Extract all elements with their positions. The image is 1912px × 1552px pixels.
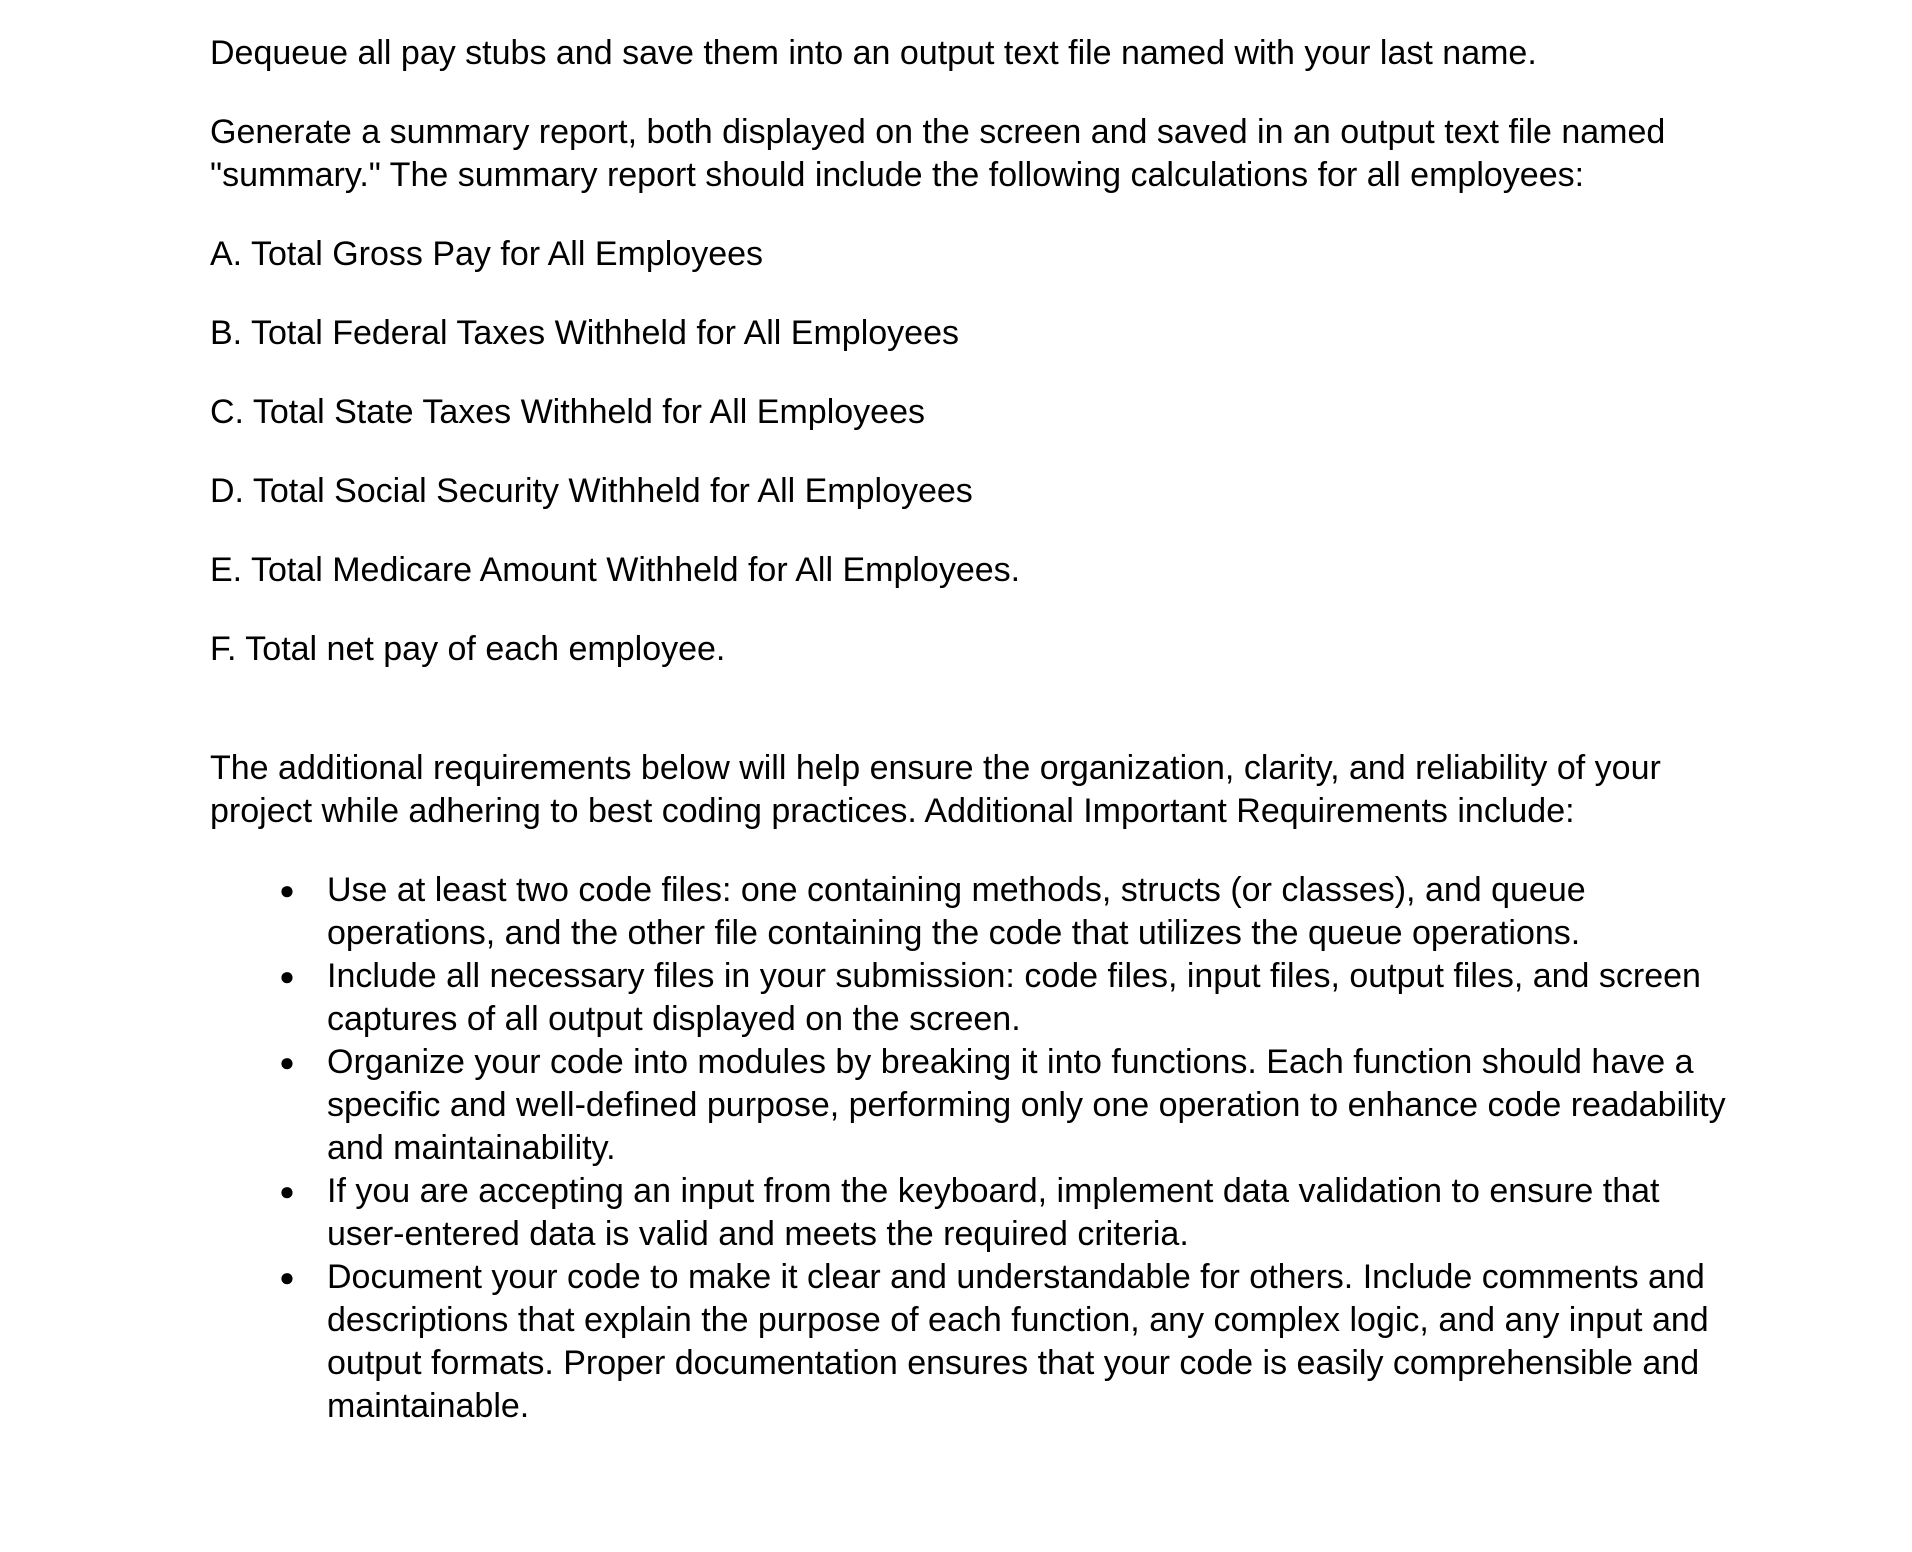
bullet-icon: ● <box>279 1176 295 1206</box>
calculation-item-d: D. Total Social Security Withheld for All Employees <box>210 472 973 510</box>
requirement-item-validation <box>210 1170 1730 1256</box>
calculation-item-b: B. Total Federal Taxes Withheld for All Employees <box>210 314 959 352</box>
document-body <box>210 32 1730 1428</box>
requirement-text: Document your code to make it clear and understandable for others. Include comments and descriptions that explain the purpose of each function, any complex logic, and any input and output formats. Proper documentation ensures that your code is easily comprehensible and maintainable. <box>327 1258 1709 1425</box>
bullet-icon: ● <box>279 1262 295 1292</box>
bullet-icon: ● <box>279 1047 295 1077</box>
requirement-item-documentation <box>210 1256 1730 1428</box>
summary-intro-paragraph: Generate a summary report, both displayed on the screen and saved in an output text file named "summary." The summary report should include the following calculations for all employees: <box>210 113 1666 194</box>
requirement-text: If you are accepting an input from the keyboard, implement data validation to ensure that user-entered data is valid and meets the required criteria. <box>327 1172 1660 1253</box>
requirement-text: Include all necessary files in your submission: code files, input files, output files, and screen captures of all output displayed on the screen. <box>327 957 1701 1038</box>
bullet-icon: ● <box>279 961 295 991</box>
requirements-list <box>210 869 1730 1428</box>
calculation-item-e: E. Total Medicare Amount Withheld for All Employees. <box>210 551 1021 589</box>
calculation-item-a: A. Total Gross Pay for All Employees <box>210 235 764 273</box>
requirement-item-code-files <box>210 869 1730 955</box>
requirements-intro-paragraph: The additional requirements below will help ensure the organization, clarity, and reliability of your project while adhering to best coding practices. Additional Important Requirements include: <box>210 749 1661 830</box>
requirement-text: Use at least two code files: one containing methods, structs (or classes), and queue operations, and the other file containing the code that utilizes the queue operations. <box>327 871 1586 952</box>
dequeue-paragraph: Dequeue all pay stubs and save them into an output text file named with your last name. <box>210 34 1537 72</box>
calculation-item-f: F. Total net pay of each employee. <box>210 630 726 668</box>
requirement-item-modules <box>210 1041 1730 1170</box>
calculation-list <box>210 233 1730 671</box>
calculation-item-c: C. Total State Taxes Withheld for All Employees <box>210 393 925 431</box>
requirement-text: Organize your code into modules by breaking it into functions. Each function should have a specific and well-defined purpose, performing only one operation to enhance code readability and maintainability. <box>327 1043 1726 1167</box>
section-spacer <box>210 707 1730 747</box>
requirement-item-submission-files <box>210 955 1730 1041</box>
bullet-icon: ● <box>279 875 295 905</box>
